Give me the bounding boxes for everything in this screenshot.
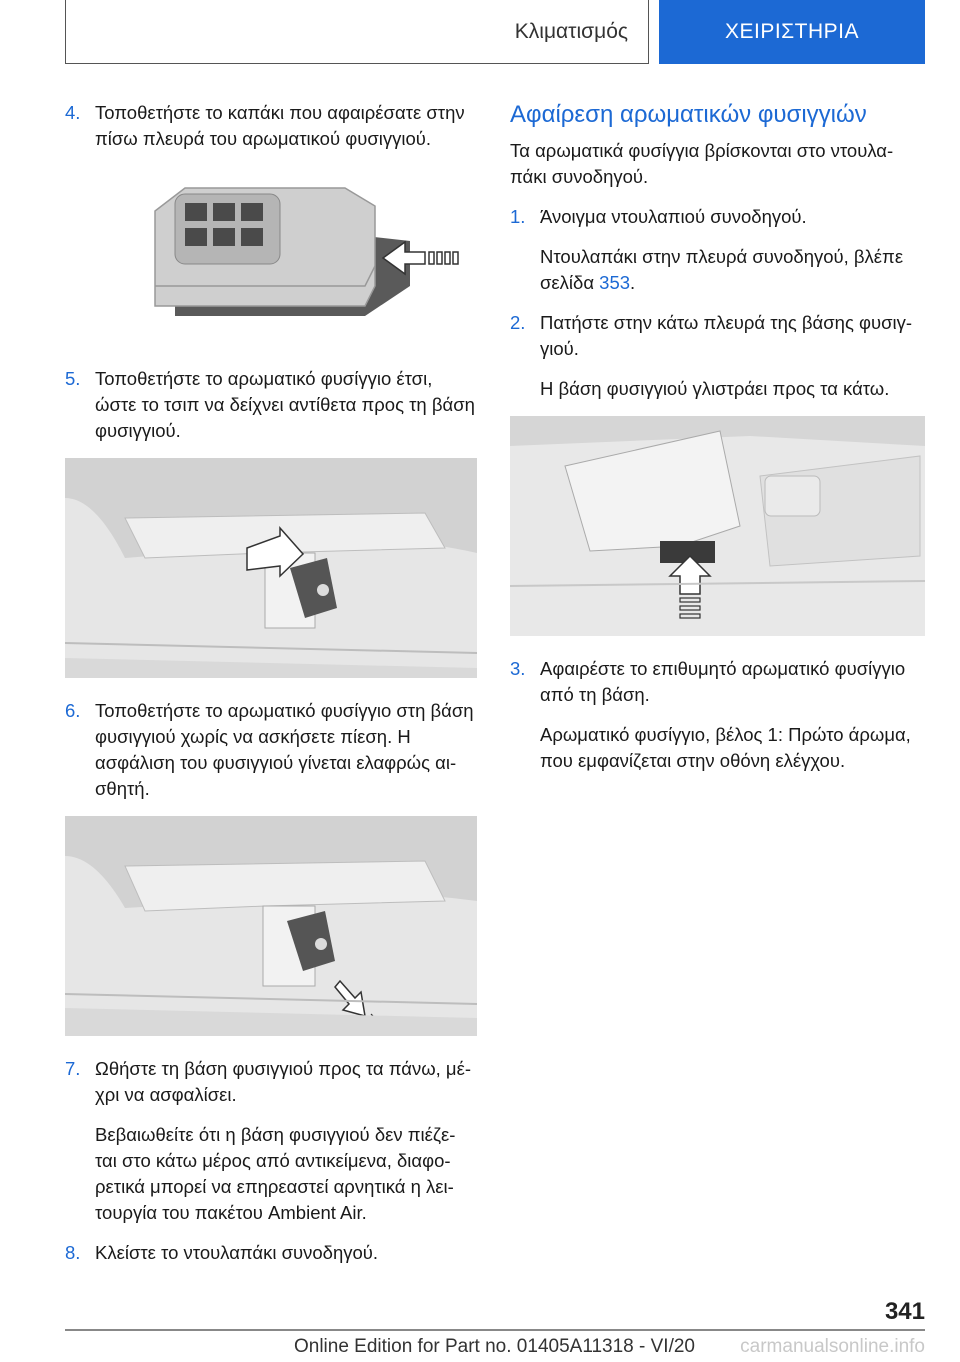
- intro-text: Τα αρωματικά φυσίγγια βρίσκονται στο ντουλα-πάκι συνοδηγού.: [510, 140, 894, 187]
- figure-cartridge-cap: [65, 166, 477, 346]
- step-number: 3.: [510, 658, 526, 679]
- figure-cartridge-orientation: [65, 458, 477, 678]
- step-text: Αφαιρέστε το επιθυμητό αρωματικό φυσίγγιο από τη βάση.: [540, 658, 906, 705]
- chapter-tab[interactable]: ΧΕΙΡΙΣΤΗΡΙΑ: [659, 0, 925, 64]
- note-suffix: .: [630, 272, 636, 293]
- step-3-note: Αρωματικό φυσίγγιο, βέλος 1: Πρώτο άρωμα, που εμφανίζεται στην οθόνη ελέγχου.: [540, 724, 911, 771]
- figure-cartridge-holder-press: [510, 416, 925, 636]
- step-number: 2.: [510, 312, 526, 333]
- watermark-text: carmanualsonline.info: [740, 1336, 925, 1357]
- cartridge-orientation-illustration: [65, 458, 477, 678]
- step-1-note: [510, 244, 925, 296]
- step-number: 5.: [65, 368, 81, 389]
- step-number: 4.: [65, 102, 81, 123]
- cartridge-insert-illustration: [65, 816, 477, 1036]
- cartridge-cap-illustration: [65, 166, 477, 346]
- step-text: Άνοιγμα ντουλαπιού συνοδηγού.: [540, 206, 807, 227]
- step-5: [65, 366, 477, 444]
- step-text: Κλείστε το ντουλαπάκι συνοδηγού.: [95, 1242, 379, 1263]
- step-7: [65, 1056, 477, 1108]
- step-text: Πατήστε στην κάτω πλευρά της βάσης φυσιγ-γιού.: [540, 312, 913, 359]
- left-column: [65, 100, 477, 1280]
- page-link[interactable]: 353: [599, 272, 631, 293]
- step-6: [65, 698, 477, 802]
- step-text: Τοποθετήστε το αρωματικό φυσίγγιο έτσι, ώστε το τσιπ να δείχνει αντίθετα προς τη βάση φυσιγγιού.: [95, 368, 475, 441]
- step-4: [65, 100, 477, 152]
- cartridge-holder-press-illustration: [510, 416, 925, 636]
- note-text: Ντουλαπάκι στην πλευρά συνοδηγού, βλέπε σελίδα: [540, 246, 904, 293]
- step-number: 6.: [65, 700, 81, 721]
- step-3: [510, 656, 925, 708]
- step-text: Τοποθετήστε το αρωματικό φυσίγγιο στη βάση φυσιγγιού χωρίς να ασκήσετε πίεση. Η ασφάλιση του φυσιγγιού γίνεται ελαφρώς αι-σθητή.: [95, 700, 474, 799]
- step-text: Ωθήστε τη βάση φυσιγγιού προς τα πάνω, μέ-χρι να ασφαλίσει.: [95, 1058, 471, 1105]
- section-heading: Αφαίρεση αρωματικών φυσιγγιών: [510, 101, 867, 128]
- step-number: 8.: [65, 1242, 81, 1263]
- figure-cartridge-insert: [65, 816, 477, 1036]
- step-2: [510, 310, 925, 362]
- footer-divider: [65, 1329, 925, 1331]
- section-title: Κλιματισμός: [65, 0, 649, 64]
- page-number: 341: [884, 1298, 925, 1325]
- step-7-note: Βεβαιωθείτε ότι η βάση φυσιγγιού δεν πιέζε-ται στο κάτω μέρος από αντικείμενα, διαφο-ρετικά μπορεί να επηρεαστεί αρνητικά η λει-τουργία του πακέτου Ambient Air.: [95, 1124, 456, 1223]
- right-column: [510, 100, 925, 788]
- step-number: 7.: [65, 1058, 81, 1079]
- step-text: Τοποθετήστε το καπάκι που αφαιρέσατε στην πίσω πλευρά του αρωματικού φυσιγγιού.: [95, 102, 465, 149]
- step-1: [510, 204, 925, 230]
- page-header: [65, 0, 925, 64]
- step-2-note: Η βάση φυσιγγιού γλιστράει προς τα κάτω.: [540, 378, 890, 399]
- step-number: 1.: [510, 206, 526, 227]
- edition-text: Online Edition for Part no. 01405A11318 - VI/20: [293, 1336, 695, 1357]
- step-8: [65, 1240, 477, 1266]
